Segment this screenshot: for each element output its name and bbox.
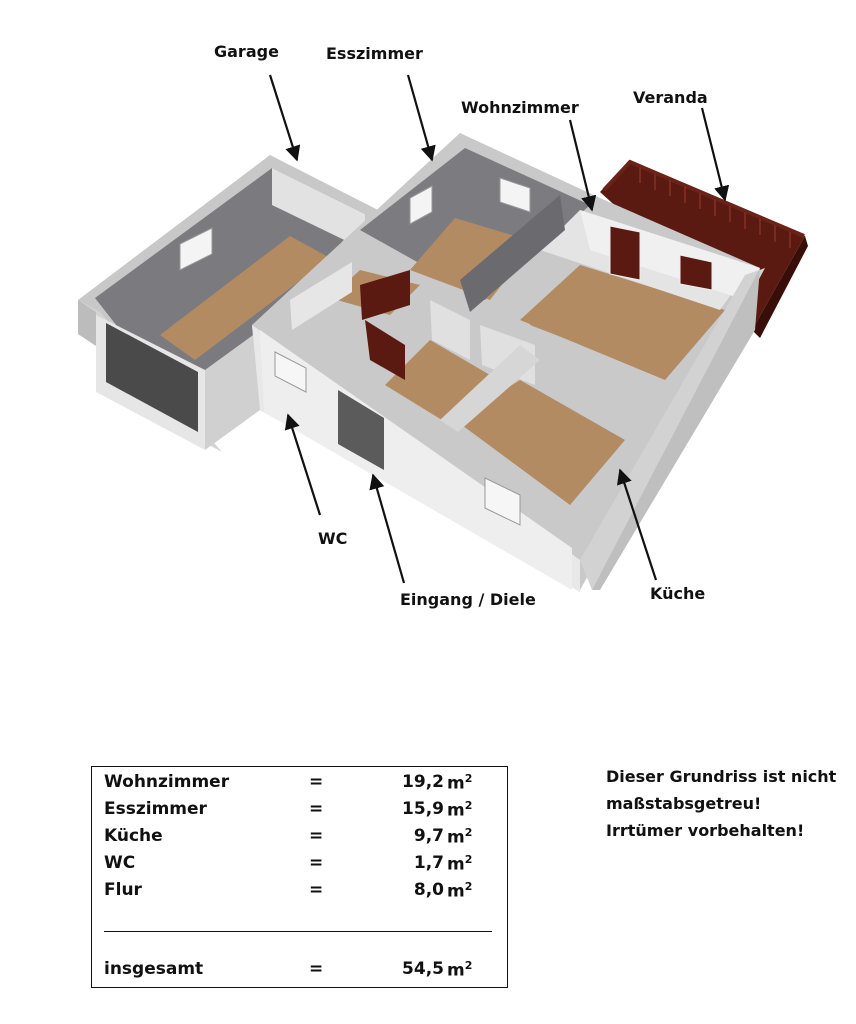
disclaimer-line: Dieser Grundriss ist nicht xyxy=(606,767,837,786)
area-name: Küche xyxy=(104,826,163,846)
disclaimer-line: Irrtümer vorbehalten! xyxy=(606,821,805,840)
disclaimer-line: maßstabsgetreu! xyxy=(606,794,762,813)
label-esszimmer: Esszimmer xyxy=(326,44,423,63)
area-value: 15,9 xyxy=(402,799,444,819)
area-unit: $m^2$ xyxy=(447,880,473,902)
area-row xyxy=(104,880,504,906)
label-veranda: Veranda xyxy=(633,88,708,107)
area-row xyxy=(104,853,504,879)
label-wc: WC xyxy=(318,529,348,548)
area-value: 19,2 xyxy=(402,772,444,792)
disclaimer-note xyxy=(606,763,836,844)
area-unit: $m^2$ xyxy=(447,959,473,981)
area-unit: $m^2$ xyxy=(447,772,473,794)
arrow-esszimmer xyxy=(408,75,432,160)
label-kueche: Küche xyxy=(650,584,706,603)
area-equals: = xyxy=(309,772,324,792)
area-name: Wohnzimmer xyxy=(104,772,230,792)
area-value: 9,7 xyxy=(413,826,444,846)
area-row xyxy=(104,826,504,852)
area-name: Esszimmer xyxy=(104,799,207,819)
area-equals: = xyxy=(309,959,324,979)
area-unit: $m^2$ xyxy=(447,826,473,848)
area-equals: = xyxy=(309,826,324,846)
total-divider xyxy=(104,931,492,932)
label-garage: Garage xyxy=(214,42,279,61)
area-table xyxy=(91,766,508,988)
area-unit: $m^2$ xyxy=(447,853,473,875)
area-row xyxy=(104,772,504,798)
label-wohnzimmer: Wohnzimmer xyxy=(461,98,579,117)
area-total-name: insgesamt xyxy=(104,959,204,979)
area-value: 8,0 xyxy=(413,880,444,900)
label-eingang-diele: Eingang / Diele xyxy=(400,590,536,609)
area-name: WC xyxy=(104,853,136,873)
arrow-veranda xyxy=(702,108,725,200)
area-total-row xyxy=(104,959,504,985)
area-unit: $m^2$ xyxy=(447,799,473,821)
area-total-value: 54,5 xyxy=(402,959,444,979)
area-name: Flur xyxy=(104,880,142,900)
area-value: 1,7 xyxy=(413,853,444,873)
area-equals: = xyxy=(309,853,324,873)
area-equals: = xyxy=(309,880,324,900)
area-row xyxy=(104,799,504,825)
arrow-eingang xyxy=(373,475,404,583)
arrow-garage xyxy=(270,75,297,160)
area-equals: = xyxy=(309,799,324,819)
